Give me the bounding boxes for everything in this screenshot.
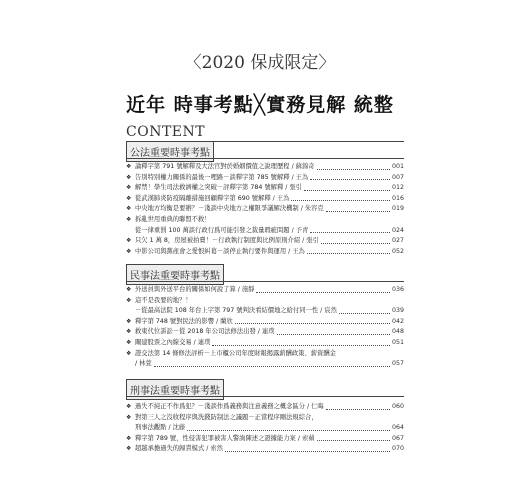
toc-entry-page: 060 bbox=[391, 403, 404, 410]
dot-leader bbox=[291, 200, 390, 201]
section-rule bbox=[126, 281, 404, 282]
toc-entry-author: / 連璞 bbox=[193, 338, 211, 346]
section-rule bbox=[126, 396, 404, 397]
dot-leader bbox=[225, 451, 390, 452]
toc-entry-title: 救東代位訴訟－從 2018 年公司法修法出發 bbox=[135, 328, 256, 336]
toc-entry bbox=[126, 226, 404, 237]
toc-entry-title: 刑事法觀點 bbox=[135, 424, 167, 432]
dot-leader bbox=[307, 253, 390, 254]
section-label: 公法重要時事考點 bbox=[126, 141, 214, 162]
toc-entry bbox=[126, 434, 404, 445]
dot-leader bbox=[154, 366, 390, 367]
toc-entry-author: / 宸然 bbox=[320, 307, 337, 315]
toc-entry-page: 070 bbox=[391, 445, 404, 453]
toc-entry-author: / 蘭欣 bbox=[216, 317, 233, 325]
toc-entry-author: / 王為 bbox=[288, 247, 305, 255]
toc-entry-page: 057 bbox=[391, 360, 404, 368]
diamond-bullet-icon: ❖ bbox=[126, 338, 132, 346]
section-rule bbox=[126, 158, 404, 159]
toc-entry bbox=[126, 327, 404, 338]
toc-entry-title: 超越承擔過失的歸責模式 bbox=[135, 445, 205, 453]
toc-entry bbox=[126, 317, 404, 328]
toc-entry-author: / 連璞 bbox=[257, 328, 275, 336]
diamond-bullet-icon: ❖ bbox=[126, 173, 132, 181]
toc-list-civil-law bbox=[126, 285, 404, 370]
diamond-bullet-icon: ❖ bbox=[126, 296, 132, 304]
dot-leader bbox=[326, 409, 390, 410]
toc-entry-author: / 王為 bbox=[272, 194, 290, 202]
toc-entry-page: 016 bbox=[391, 194, 404, 202]
dot-leader bbox=[212, 345, 390, 346]
toc-entry bbox=[126, 162, 404, 173]
dot-leader bbox=[256, 292, 390, 293]
toc-entry-page: 067 bbox=[391, 434, 404, 442]
toc-entry-title: / 林萱 bbox=[135, 360, 152, 368]
diamond-bullet-icon: ❖ bbox=[126, 434, 132, 442]
diamond-bullet-icon: ❖ bbox=[126, 163, 132, 170]
toc-entry-author: / 張引 bbox=[302, 237, 319, 245]
toc-entry-author: / 施靜 bbox=[237, 286, 255, 293]
toc-entry-page: 039 bbox=[391, 307, 404, 315]
toc-entry-author: / 朱容克 bbox=[300, 205, 324, 213]
dot-leader bbox=[326, 211, 390, 212]
toc-list-public-law bbox=[126, 162, 404, 257]
diamond-bullet-icon: ❖ bbox=[126, 349, 132, 357]
toc-entry-page: 007 bbox=[391, 173, 404, 181]
toc-entry-title: 解禁！學生司法救濟權之突破－評釋字第 784 號解釋 bbox=[135, 184, 284, 192]
edition-label: 〈2020 保成限定〉 bbox=[184, 53, 336, 73]
toc-entry-title: 這不是我要的地？！ bbox=[135, 296, 192, 304]
toc-entry bbox=[126, 359, 404, 370]
toc-entry bbox=[126, 236, 404, 247]
toc-entry bbox=[126, 247, 404, 258]
diamond-bullet-icon: ❖ bbox=[126, 237, 132, 245]
toc-entry-page: 012 bbox=[391, 184, 404, 192]
toc-entry-title: －從最高法院 108 年台上字第 797 號判決看結價地之給付同一性 bbox=[135, 307, 319, 315]
toc-entry bbox=[126, 413, 404, 424]
toc-entry-title: 拆亂世用重典的聯盟不救！ bbox=[135, 215, 211, 223]
toc-entry-title: 中央地方均衡是要辦？－淺談中央地方之權限爭議解決機制 bbox=[135, 205, 299, 213]
toc-entry-title: 釋字第 748 號對民法的影響 bbox=[135, 317, 214, 325]
diamond-bullet-icon: ❖ bbox=[126, 445, 132, 453]
toc-entry bbox=[126, 338, 404, 349]
toc-entry-page: 036 bbox=[391, 286, 404, 293]
toc-entry-title: 論釋字第 791 號解釋及大法官對於婚姻價值之說理歷程 bbox=[135, 163, 290, 170]
toc-entry-title: 證交法第 14 條修法評析－上市櫃公司年度財報揭露薪酬政策、薪資酬金 bbox=[135, 349, 336, 357]
toc-entry-title: 從一律重罰 100 萬談行政行爲可能引發之裁量瑕疵問題 bbox=[135, 226, 290, 234]
section-label: 民事法重要時事考點 bbox=[126, 264, 224, 285]
toc-entry bbox=[126, 173, 404, 184]
toc-entry-title: 外送員與外送平台的關係如何說了算 bbox=[135, 286, 236, 293]
dot-leader bbox=[310, 179, 390, 180]
toc-entry bbox=[126, 306, 404, 317]
toc-entry-page: 052 bbox=[391, 247, 404, 255]
toc-entry bbox=[126, 183, 404, 194]
dot-leader bbox=[317, 169, 390, 170]
toc-entry bbox=[126, 194, 404, 205]
diamond-bullet-icon: ❖ bbox=[126, 413, 132, 421]
toc-entry-title: 告別特別權力關係的最後一哩路－談釋字第 785 號解釋 bbox=[135, 173, 290, 181]
toc-entry bbox=[126, 402, 404, 413]
dot-leader bbox=[304, 190, 390, 191]
toc-entry-page: 019 bbox=[391, 205, 404, 213]
diamond-bullet-icon: ❖ bbox=[126, 184, 132, 192]
dot-leader bbox=[235, 323, 390, 324]
toc-entry-author: / 張引 bbox=[285, 184, 302, 192]
toc-entry-page: 027 bbox=[391, 237, 404, 245]
toc-entry-page: 042 bbox=[391, 317, 404, 325]
dot-leader bbox=[310, 232, 390, 233]
section-label: 刑事法重要時事考點 bbox=[126, 379, 224, 400]
toc-entry bbox=[126, 423, 404, 434]
toc-entry-title: 關建股票之內線交易 bbox=[135, 338, 192, 346]
diamond-bullet-icon: ❖ bbox=[126, 403, 132, 410]
toc-entry-author: / 蘇錦奇 bbox=[291, 163, 315, 170]
toc-entry-title: 釋字第 789 號，性侵害犯罪被害人警詢陳述之證據能力案 bbox=[135, 434, 296, 442]
toc-entry-author: / 予青 bbox=[291, 226, 309, 234]
toc-entry bbox=[126, 296, 404, 307]
toc-entry-title: 中影公司與黨產會之愛恨糾葛－談停止執行要件與運用 bbox=[135, 247, 287, 255]
toc-entry-page: 051 bbox=[391, 338, 404, 346]
dot-leader bbox=[321, 243, 390, 244]
toc-entry-title: 對第三人之沒收程序與洗錢防制法之議題－正當程序剛法規綜合， bbox=[135, 413, 318, 421]
toc-entry-title: 過失不純正不作爲犯？－淺談作爲義務與注意義務之概念區分 bbox=[135, 403, 306, 410]
toc-entry-author: / 王為 bbox=[291, 173, 309, 181]
toc-entry-page: 024 bbox=[391, 226, 404, 234]
toc-entry bbox=[126, 204, 404, 215]
toc-entry-title: 只欠 1 萬 8，房屋被拍賣！－行政執行制度與比例原則介紹 bbox=[135, 237, 301, 245]
book-title: 近年 時事考點╳實務見解 統整 bbox=[126, 94, 394, 116]
toc-entry-author: / 索然 bbox=[206, 445, 223, 453]
dot-leader bbox=[339, 313, 390, 314]
toc-entry-author: / 沈藤 bbox=[168, 424, 186, 432]
toc-entry-page: 048 bbox=[391, 328, 404, 336]
toc-entry-author: / 索蘋 bbox=[297, 434, 315, 442]
diamond-bullet-icon: ❖ bbox=[126, 328, 132, 336]
dot-leader bbox=[187, 430, 390, 431]
diamond-bullet-icon: ❖ bbox=[126, 317, 132, 325]
toc-entry bbox=[126, 285, 404, 296]
toc-entry-title: 從武漢肺炎防疫隔離措施回顧釋字第 690 號解釋 bbox=[135, 194, 271, 202]
diamond-bullet-icon: ❖ bbox=[126, 205, 132, 213]
dot-leader bbox=[277, 334, 390, 335]
toc-entry-author: / 仁晦 bbox=[307, 403, 324, 410]
toc-entry-page: 001 bbox=[391, 163, 404, 170]
toc-entry bbox=[126, 215, 404, 226]
toc-entry bbox=[126, 349, 404, 360]
diamond-bullet-icon: ❖ bbox=[126, 215, 132, 223]
dot-leader bbox=[317, 440, 390, 441]
diamond-bullet-icon: ❖ bbox=[126, 194, 132, 202]
diamond-bullet-icon: ❖ bbox=[126, 286, 132, 293]
toc-entry bbox=[126, 444, 404, 455]
diamond-bullet-icon: ❖ bbox=[126, 247, 132, 255]
toc-entry-page: 064 bbox=[391, 424, 404, 432]
toc-list-criminal-law bbox=[126, 402, 404, 455]
contents-heading: CONTENT bbox=[126, 124, 206, 140]
